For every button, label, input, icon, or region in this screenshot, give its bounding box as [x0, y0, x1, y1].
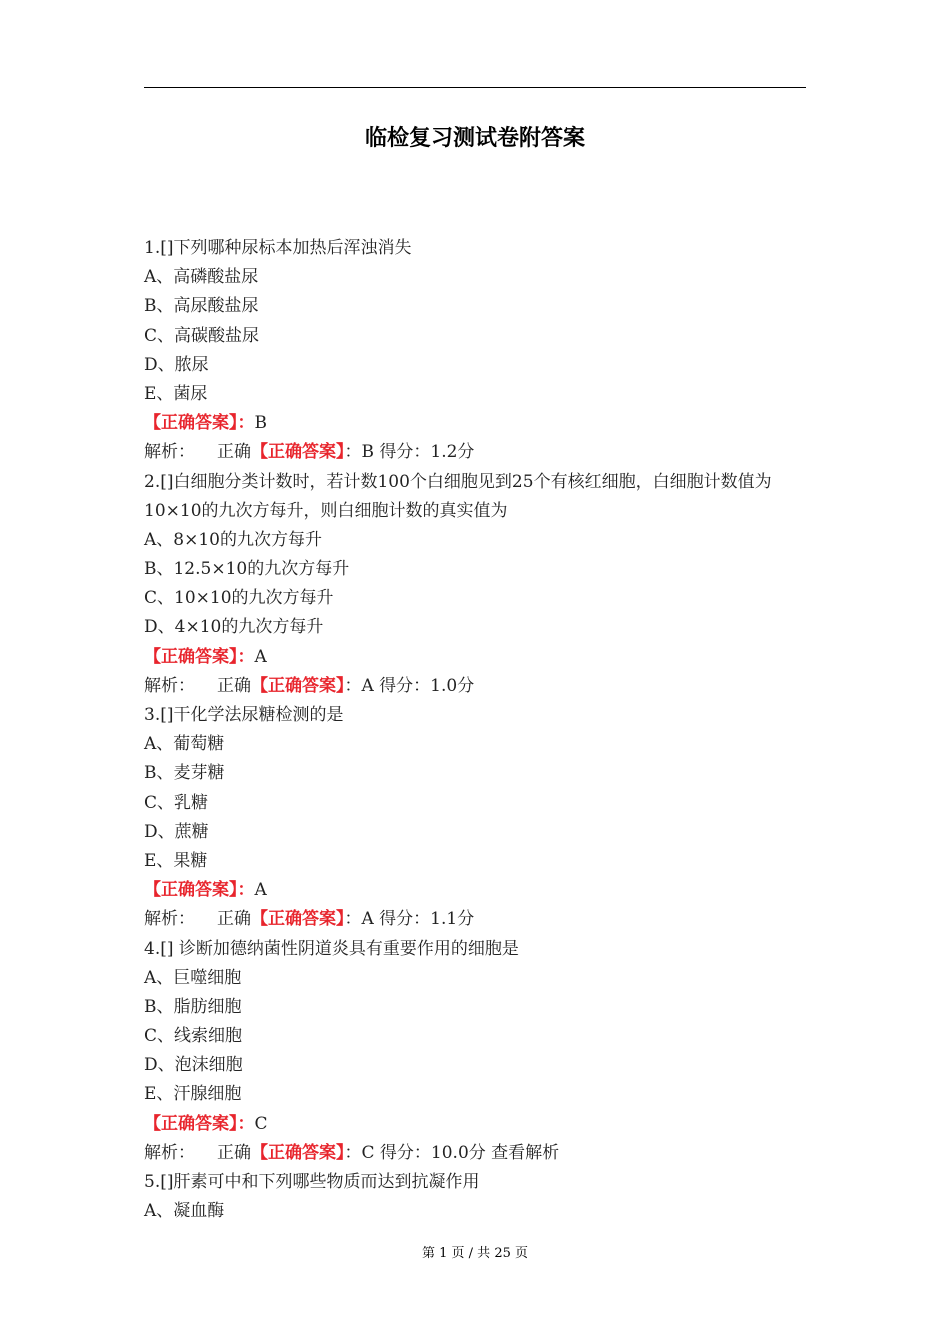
question-list	[144, 234, 806, 1226]
answer-tag: 【正确答案】	[251, 909, 345, 930]
option: A、葡萄糖	[144, 734, 225, 755]
analysis-score: ：B 得分：1.2分	[344, 442, 475, 463]
analysis-score: ：C 得分：10.0分 查看解析	[344, 1142, 560, 1163]
option: C、高碳酸盐尿	[144, 325, 260, 346]
option: A、巨噬细胞	[144, 967, 242, 988]
answer-value: A	[254, 880, 267, 901]
analysis-label: 解析：	[144, 442, 195, 463]
correct-answer	[144, 643, 806, 672]
analysis-status: 正确	[217, 1142, 251, 1163]
option: C、乳糖	[144, 792, 209, 813]
option: A、凝血酶	[144, 1201, 225, 1222]
question-stem: 4.[] 诊断加德纳菌性阴道炎具有重要作用的细胞是	[144, 938, 519, 959]
answer-tag: 【正确答案】	[251, 675, 345, 696]
option: B、12.5×10的九次方每升	[144, 559, 350, 580]
analysis-score: ：A 得分：1.0分	[344, 675, 475, 696]
answer-value: A	[254, 646, 267, 667]
answer-colon: ：	[237, 1113, 255, 1134]
answer-tag: 【正确答案】	[144, 1113, 238, 1134]
question-stem: 3.[]干化学法尿糖检测的是	[144, 705, 344, 726]
option: C、线索细胞	[144, 1026, 243, 1047]
analysis-line	[144, 905, 806, 934]
option: E、汗腺细胞	[144, 1084, 242, 1105]
question-stem: 2.[]白细胞分类计数时，若计数100个白细胞见到25个有核红细胞，白细胞计数值为10×10的九次方每升，则白细胞计数的真实值为	[144, 471, 772, 521]
question-stem: 1.[]下列哪种尿标本加热后浑浊消失	[144, 238, 412, 258]
option: D、蔗糖	[144, 821, 209, 842]
analysis-label: 解析：	[144, 909, 195, 930]
answer-tag: 【正确答案】	[144, 646, 238, 667]
correct-answer	[144, 876, 806, 905]
option: B、麦芽糖	[144, 763, 225, 784]
analysis-line	[144, 438, 806, 467]
answer-tag: 【正确答案】	[251, 1142, 345, 1163]
answer-colon: ：	[237, 646, 255, 667]
option: A、8×10的九次方每升	[144, 529, 322, 550]
option: A、高磷酸盐尿	[144, 267, 259, 288]
analysis-line	[144, 672, 806, 701]
analysis-label: 解析：	[144, 675, 195, 696]
answer-value: B	[254, 413, 267, 434]
question-stem: 5.[]肝素可中和下列哪些物质而达到抗凝作用	[144, 1172, 480, 1193]
answer-tag: 【正确答案】	[144, 880, 238, 901]
answer-tag: 【正确答案】	[251, 442, 345, 463]
answer-colon: ：	[237, 880, 255, 901]
option: C、10×10的九次方每升	[144, 588, 334, 609]
analysis-line	[144, 1139, 806, 1168]
answer-colon: ：	[237, 413, 255, 434]
page-footer: 第 1 页 / 共 25 页	[422, 1246, 528, 1261]
header-rule	[144, 87, 806, 88]
correct-answer	[144, 409, 806, 438]
correct-answer	[144, 1110, 806, 1139]
option: E、果糖	[144, 850, 208, 871]
answer-tag: 【正确答案】	[144, 413, 238, 434]
document-title: 临检复习测试卷附答案	[364, 126, 585, 151]
analysis-score: ：A 得分：1.1分	[344, 909, 475, 930]
option: D、泡沫细胞	[144, 1055, 243, 1076]
option: E、菌尿	[144, 383, 208, 404]
option: D、脓尿	[144, 354, 209, 375]
analysis-label: 解析：	[144, 1142, 195, 1163]
option: B、脂肪细胞	[144, 996, 242, 1017]
analysis-status: 正确	[217, 675, 251, 696]
analysis-status: 正确	[217, 909, 251, 930]
analysis-status: 正确	[217, 442, 251, 463]
answer-value: C	[254, 1113, 268, 1134]
option: D、4×10的九次方每升	[144, 617, 324, 638]
option: B、高尿酸盐尿	[144, 296, 259, 317]
